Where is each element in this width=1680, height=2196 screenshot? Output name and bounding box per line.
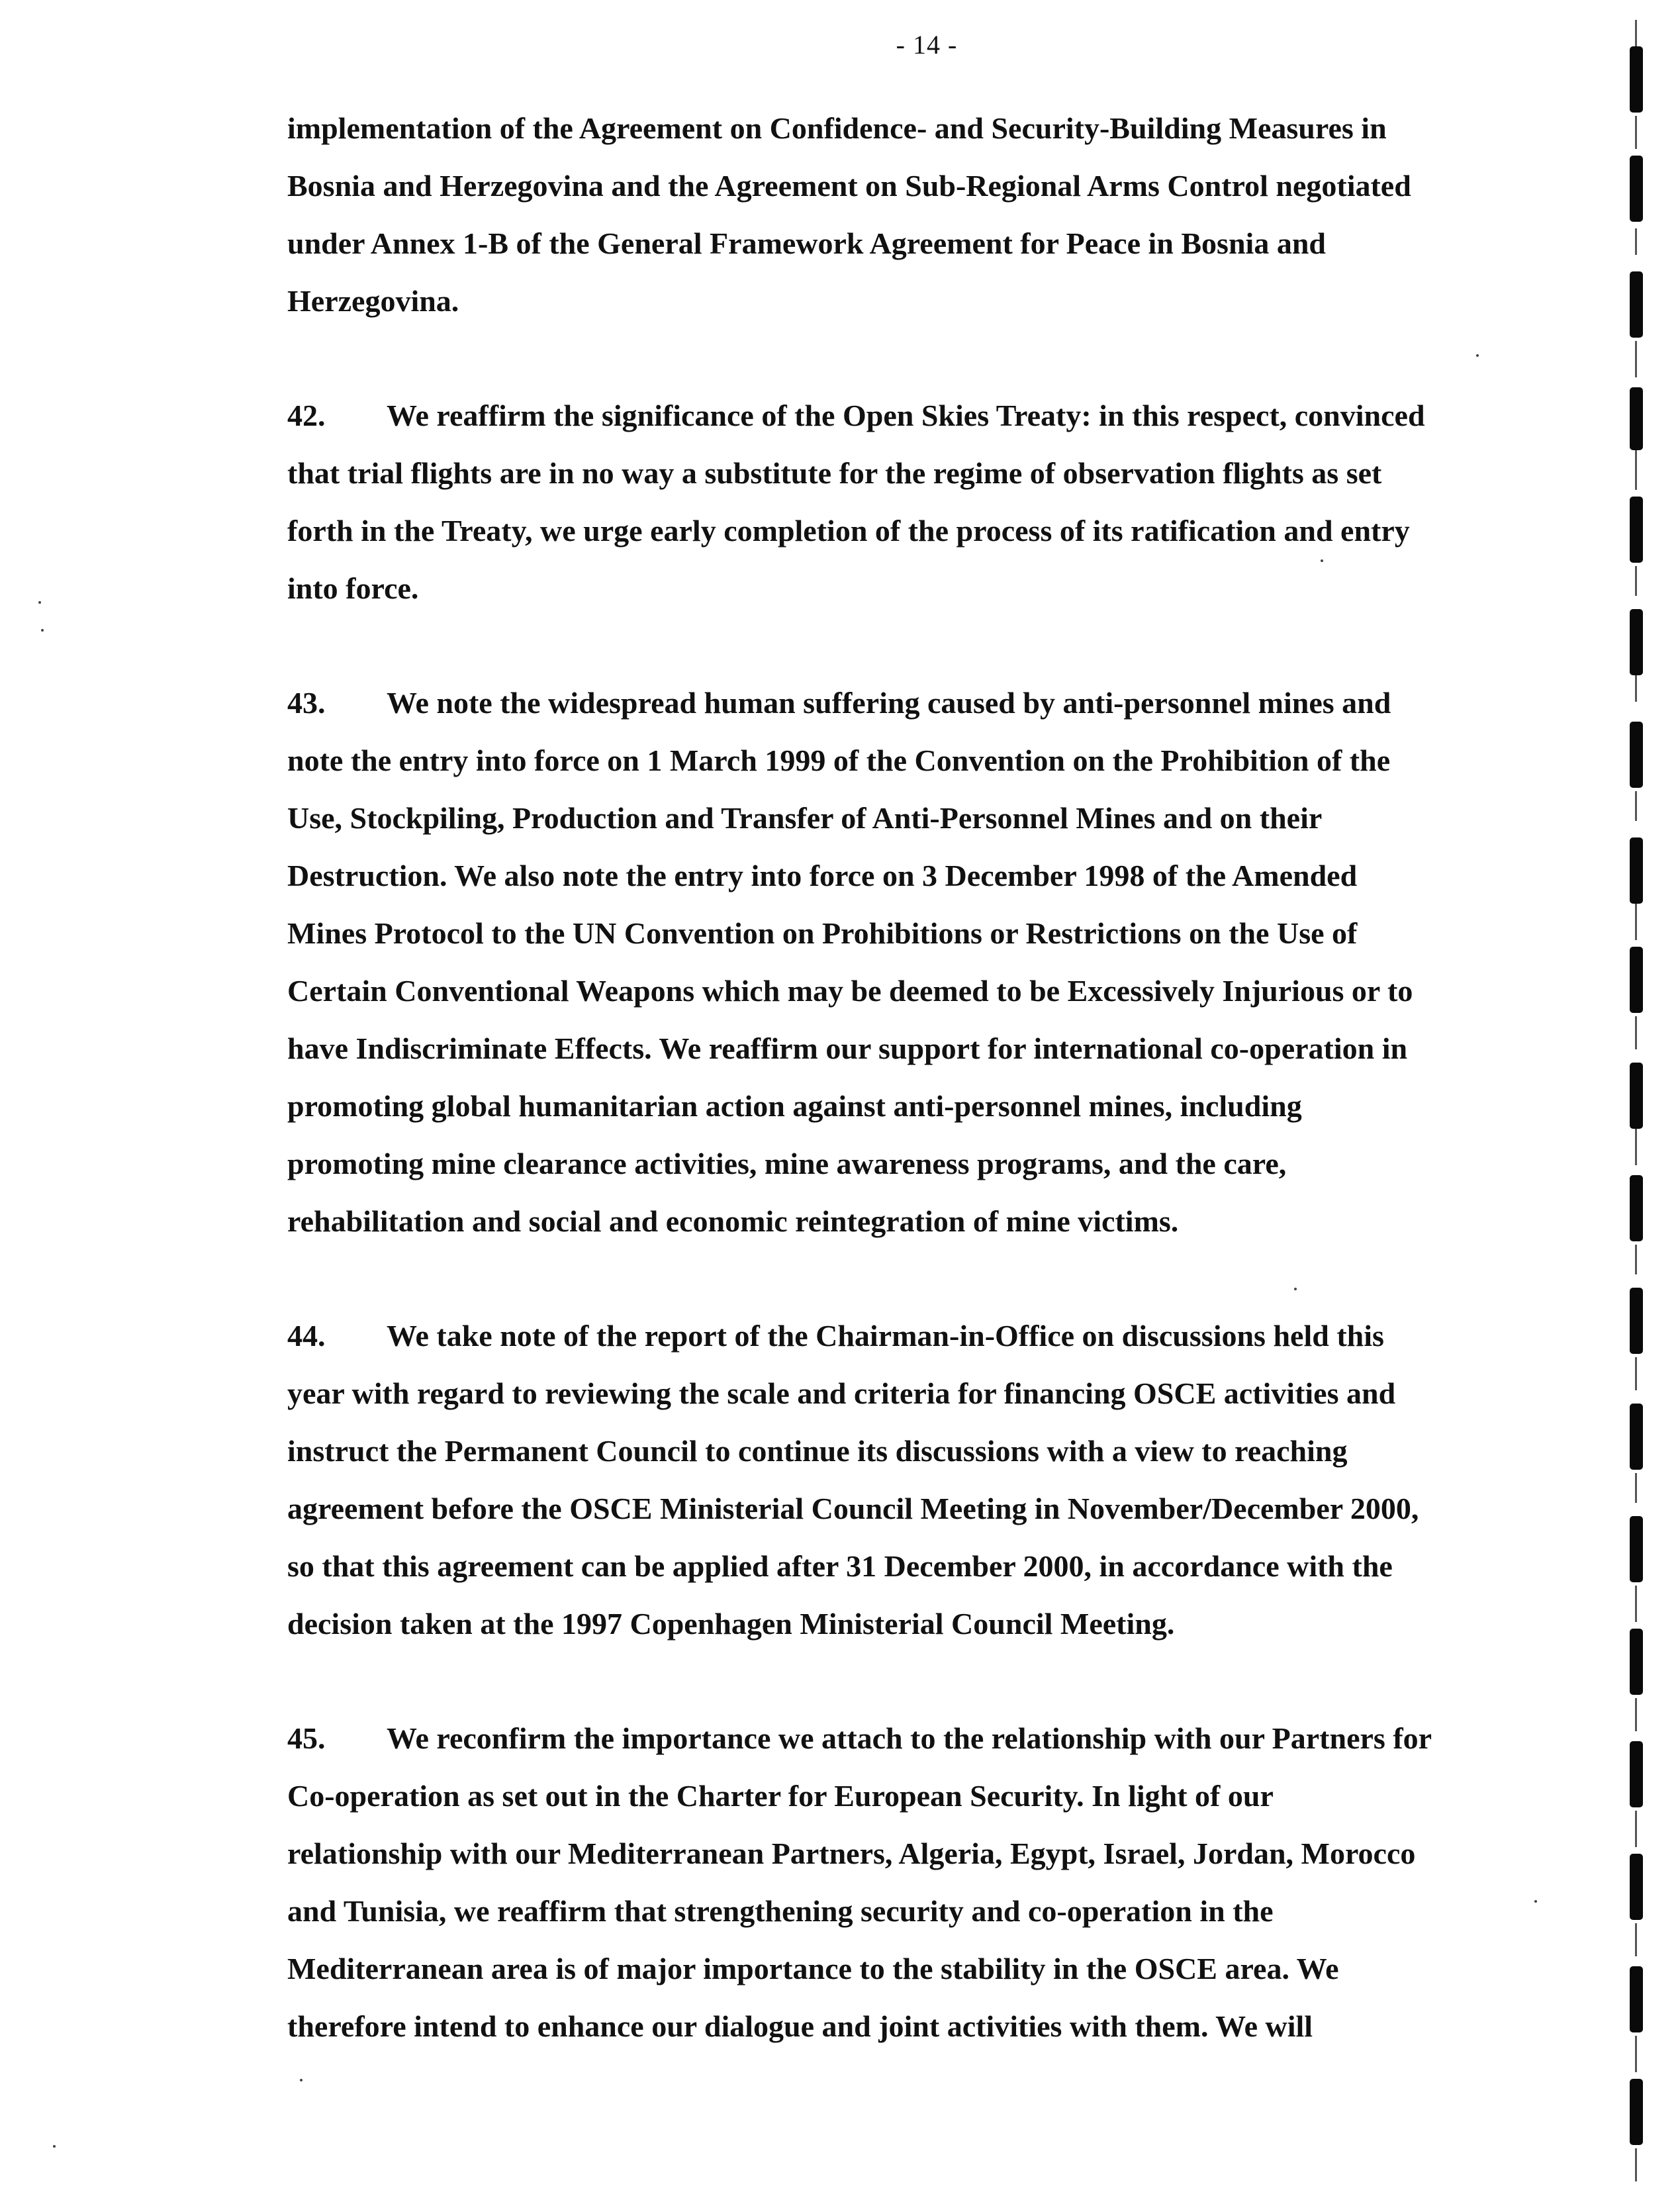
text-line: into force. <box>287 571 419 605</box>
text-line: Certain Conventional Weapons which may be deemed to be Excessively Injurious or to <box>287 974 1413 1008</box>
text-line: so that this agreement can be applied after 31 December 2000, in accordance with the <box>287 1549 1393 1583</box>
text-line: that trial flights are in no way a substitute for the regime of observation flights as set <box>287 456 1382 490</box>
text-line: Co-operation as set out in the Charter for European Security. In light of our <box>287 1779 1274 1813</box>
binding-line <box>1635 2036 1637 2072</box>
binding-line <box>1635 1245 1637 1274</box>
text-segment: We note the widespread human suffering caused by anti-personnel mines and <box>387 686 1391 720</box>
binding-mark <box>1630 387 1643 450</box>
text-line: instruct the Permanent Council to continue its discussions with a view to reaching <box>287 1434 1348 1468</box>
binding-mark <box>1630 1966 1643 2032</box>
binding-line <box>1635 20 1637 46</box>
binding-mark <box>1630 1516 1643 1582</box>
paragraph-number: 42. <box>287 399 326 432</box>
binding-mark <box>1630 497 1643 563</box>
binding-line <box>1635 2148 1637 2181</box>
scan-speck <box>1476 354 1479 357</box>
continuation-paragraph <box>287 99 1565 330</box>
paragraph-spacer <box>287 330 1565 387</box>
scan-speck <box>300 2079 303 2081</box>
binding-mark <box>1630 1854 1643 1920</box>
binding-line <box>1635 566 1637 596</box>
binding-line <box>1635 791 1637 821</box>
text-line: Use, Stockpiling, Production and Transfer of Anti-Personnel Mines and on their <box>287 801 1323 835</box>
text-line: have Indiscriminate Effects. We reaffirm our support for international co-operation in <box>287 1031 1408 1065</box>
binding-line <box>1635 1357 1637 1390</box>
text-line: Bosnia and Herzegovina and the Agreement on Sub-Regional Arms Control negotiated <box>287 169 1411 203</box>
paragraph-spacer <box>287 1652 1565 1709</box>
binding-line <box>1635 1923 1637 1956</box>
binding-mark <box>1630 2079 1643 2145</box>
text-line: implementation of the Agreement on Confidence- and Security-Building Measures in <box>287 111 1387 145</box>
text-line <box>287 1709 1565 1767</box>
scan-speck <box>1294 1288 1297 1290</box>
binding-line <box>1635 1811 1637 1847</box>
text-segment: We take note of the report of the Chairman-in-Office on discussions held this <box>387 1319 1384 1353</box>
scan-speck <box>53 2145 56 2148</box>
paragraph-number: 44. <box>287 1319 326 1353</box>
text-line: Herzegovina. <box>287 284 459 318</box>
binding-mark <box>1630 837 1643 904</box>
paragraph-42 <box>287 387 1565 617</box>
text-line: Mines Protocol to the UN Convention on Prohibitions or Restrictions on the Use of <box>287 916 1358 950</box>
text-line: promoting mine clearance activities, mine awareness programs, and the care, <box>287 1147 1287 1180</box>
scan-speck <box>41 629 44 632</box>
binding-mark <box>1630 1404 1643 1470</box>
paragraph-44 <box>287 1307 1565 1652</box>
paragraph-spacer <box>287 1250 1565 1307</box>
binding-line <box>1635 904 1637 940</box>
paragraph-number: 43. <box>287 686 326 720</box>
binding-mark <box>1630 46 1643 113</box>
text-line: rehabilitation and social and economic reintegration of mine victims. <box>287 1204 1179 1238</box>
paragraph-number: 45. <box>287 1721 326 1755</box>
binding-line <box>1635 1129 1637 1165</box>
binding-line <box>1635 228 1637 255</box>
text-line: under Annex 1-B of the General Framework Agreement for Peace in Bosnia and <box>287 226 1326 260</box>
binding-mark <box>1630 1629 1643 1695</box>
page-number: - 14 - <box>896 30 958 60</box>
text-line: therefore intend to enhance our dialogue and joint activities with them. We will <box>287 2009 1313 2043</box>
binding-mark <box>1630 1288 1643 1354</box>
text-line: decision taken at the 1997 Copenhagen Ministerial Council Meeting. <box>287 1607 1175 1641</box>
scan-speck <box>38 601 41 604</box>
text-line: and Tunisia, we reaffirm that strengthening security and co-operation in the <box>287 1894 1274 1928</box>
document-body <box>287 99 1565 2055</box>
text-line <box>287 1307 1565 1364</box>
text-line: year with regard to reviewing the scale and criteria for financing OSCE activities and <box>287 1376 1396 1410</box>
binding-line <box>1635 1473 1637 1503</box>
text-line: note the entry into force on 1 March 1999 of the Convention on the Prohibition of the <box>287 743 1391 777</box>
text-segment: We reconfirm the importance we attach to the relationship with our Partners for <box>387 1721 1432 1755</box>
binding-line <box>1635 1016 1637 1049</box>
binding-line <box>1635 675 1637 702</box>
text-line <box>287 387 1565 444</box>
binding-line <box>1635 1586 1637 1622</box>
binding-mark <box>1630 271 1643 338</box>
binding-mark <box>1630 947 1643 1013</box>
text-line: promoting global humanitarian action against anti-personnel mines, including <box>287 1089 1302 1123</box>
text-line: forth in the Treaty, we urge early completion of the process of its ratification and entry <box>287 514 1410 548</box>
text-line: relationship with our Mediterranean Partners, Algeria, Egypt, Israel, Jordan, Morocco <box>287 1837 1416 1870</box>
scan-speck <box>1534 1900 1537 1903</box>
text-line: Mediterranean area is of major importance to the stability in the OSCE area. We <box>287 1952 1339 1985</box>
binding-line <box>1635 1698 1637 1731</box>
text-line: agreement before the OSCE Ministerial Council Meeting in November/December 2000, <box>287 1492 1419 1525</box>
paragraph-spacer <box>287 617 1565 674</box>
binding-mark <box>1630 156 1643 222</box>
paragraph-43 <box>287 674 1565 1250</box>
binding-mark <box>1630 1741 1643 1807</box>
binding-line <box>1635 116 1637 149</box>
scan-speck <box>1321 559 1323 562</box>
text-line: Destruction. We also note the entry into force on 3 December 1998 of the Amended <box>287 859 1358 892</box>
text-line <box>287 674 1565 732</box>
text-segment: We reaffirm the significance of the Open Skies Treaty: in this respect, convinced <box>387 399 1425 432</box>
binding-line <box>1635 341 1637 377</box>
binding-mark <box>1630 722 1643 788</box>
binding-mark <box>1630 1063 1643 1129</box>
binding-mark <box>1630 609 1643 675</box>
paragraph-45 <box>287 1709 1565 2055</box>
binding-line <box>1635 450 1637 490</box>
binding-mark <box>1630 1175 1643 1241</box>
